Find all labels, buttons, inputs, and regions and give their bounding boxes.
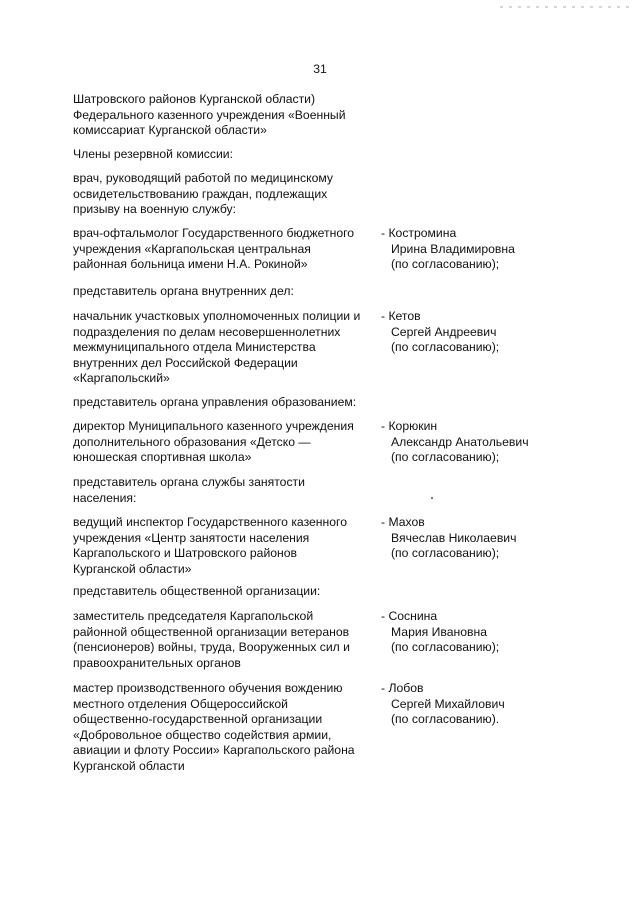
intro-block [73, 92, 385, 139]
position-line: учреждения «Каргапольская центральная [73, 241, 311, 256]
intro-line: Шатровского районов Курганской области) [73, 92, 316, 106]
member-position [73, 309, 385, 387]
position-line: «Каргапольский» [73, 371, 170, 386]
member-position [73, 681, 385, 775]
person-note: (по согласованию); [391, 450, 500, 465]
position-line: Курганской области» [73, 561, 192, 576]
position-line: районной общественной организации ветеранов [73, 624, 350, 639]
section-heading [73, 475, 385, 506]
position-line: подразделения по делам несовершеннолетних [73, 324, 341, 339]
heading-line: врач, руководящий работой по медицинскому [73, 171, 333, 185]
person-name: Александр Анатольевич [391, 434, 529, 449]
person-name: Сергей Андреевич [391, 324, 497, 339]
member-position [73, 515, 385, 577]
position-line: юношеская спортивная школа» [73, 450, 252, 465]
heading-line: представитель органа службы занятости [73, 475, 305, 489]
member-position [73, 226, 385, 273]
person-name: Сергей Михайлович [391, 696, 505, 711]
person-surname: - Корюкин [381, 419, 438, 433]
position-line: «Добровольное общество содействия армии, [73, 727, 332, 742]
intro-line: Федерального казенного учреждения «Военный [73, 107, 346, 122]
position-line: врач-офтальмолог Государственного бюджетного [73, 226, 355, 240]
position-line: (пенсионеров) войны, труда, Вооруженных сил и [73, 640, 350, 655]
heading-line: населения: [73, 490, 137, 505]
position-line: авиации и флоту России» Каргапольского района [73, 743, 355, 758]
position-line: Курганской области [73, 758, 185, 773]
person-surname: - Кетов [381, 309, 421, 323]
member-position [73, 419, 385, 466]
person-surname: - Соснина [381, 609, 438, 623]
section-heading: представитель органа управления образованием: [73, 395, 357, 409]
position-line: мастер производственного обучения вождению [73, 681, 343, 695]
position-line: правоохранительных органов [73, 655, 241, 670]
member-person [381, 609, 561, 656]
member-person [381, 309, 561, 356]
member-person [381, 681, 561, 728]
position-line: директор Муниципального казенного учреждения [73, 419, 354, 433]
heading-line: призыву на военную службу: [73, 202, 237, 217]
person-surname: - Лобов [381, 681, 424, 695]
position-line: начальник участковых уполномоченных полиции и [73, 309, 361, 323]
section-heading: представитель органа внутренних дел: [73, 284, 294, 298]
person-surname: - Костромина [381, 226, 457, 240]
page-number: 31 [313, 62, 327, 76]
person-name: Вячеслав Николаевич [391, 530, 517, 545]
heading-line: освидетельствованию граждан, подлежащих [73, 186, 328, 201]
person-note: (по согласованию); [391, 257, 500, 272]
position-line: районная больница имени Н.А. Рокиной» [73, 257, 308, 272]
position-line: заместитель председателя Каргапольской [73, 609, 314, 623]
position-line: ведущий инспектор Государственного казенного [73, 515, 347, 529]
person-note: (по согласованию). [391, 712, 500, 727]
position-line: общественно-государственной организации [73, 712, 323, 727]
member-person [381, 226, 561, 273]
doctor-heading [73, 171, 385, 218]
member-person [381, 515, 561, 562]
position-line: Каргапольского и Шатровского районов [73, 546, 298, 561]
scan-artifact [431, 497, 433, 499]
members-heading: Члены резервной комиссии: [73, 147, 233, 161]
person-note: (по согласованию); [391, 640, 500, 655]
position-line: местного отделения Общероссийской [73, 696, 288, 711]
position-line: учреждения «Центр занятости населения [73, 530, 310, 545]
person-surname: - Махов [381, 515, 425, 529]
member-position [73, 609, 385, 671]
member-person [381, 419, 561, 466]
position-line: внутренних дел Российской Федерации [73, 355, 298, 370]
position-line: дополнительного образования «Детско — [73, 434, 311, 449]
person-note: (по согласованию); [391, 340, 500, 355]
person-name: Ирина Владимировна [391, 241, 515, 256]
position-line: межмуниципального отдела Министерства [73, 340, 316, 355]
section-heading: представитель общественной организации: [73, 584, 321, 598]
person-name: Мария Ивановна [391, 624, 488, 639]
scan-artifact [500, 6, 635, 8]
intro-line: комиссариат Курганской области» [73, 123, 267, 138]
person-note: (по согласованию); [391, 546, 500, 561]
